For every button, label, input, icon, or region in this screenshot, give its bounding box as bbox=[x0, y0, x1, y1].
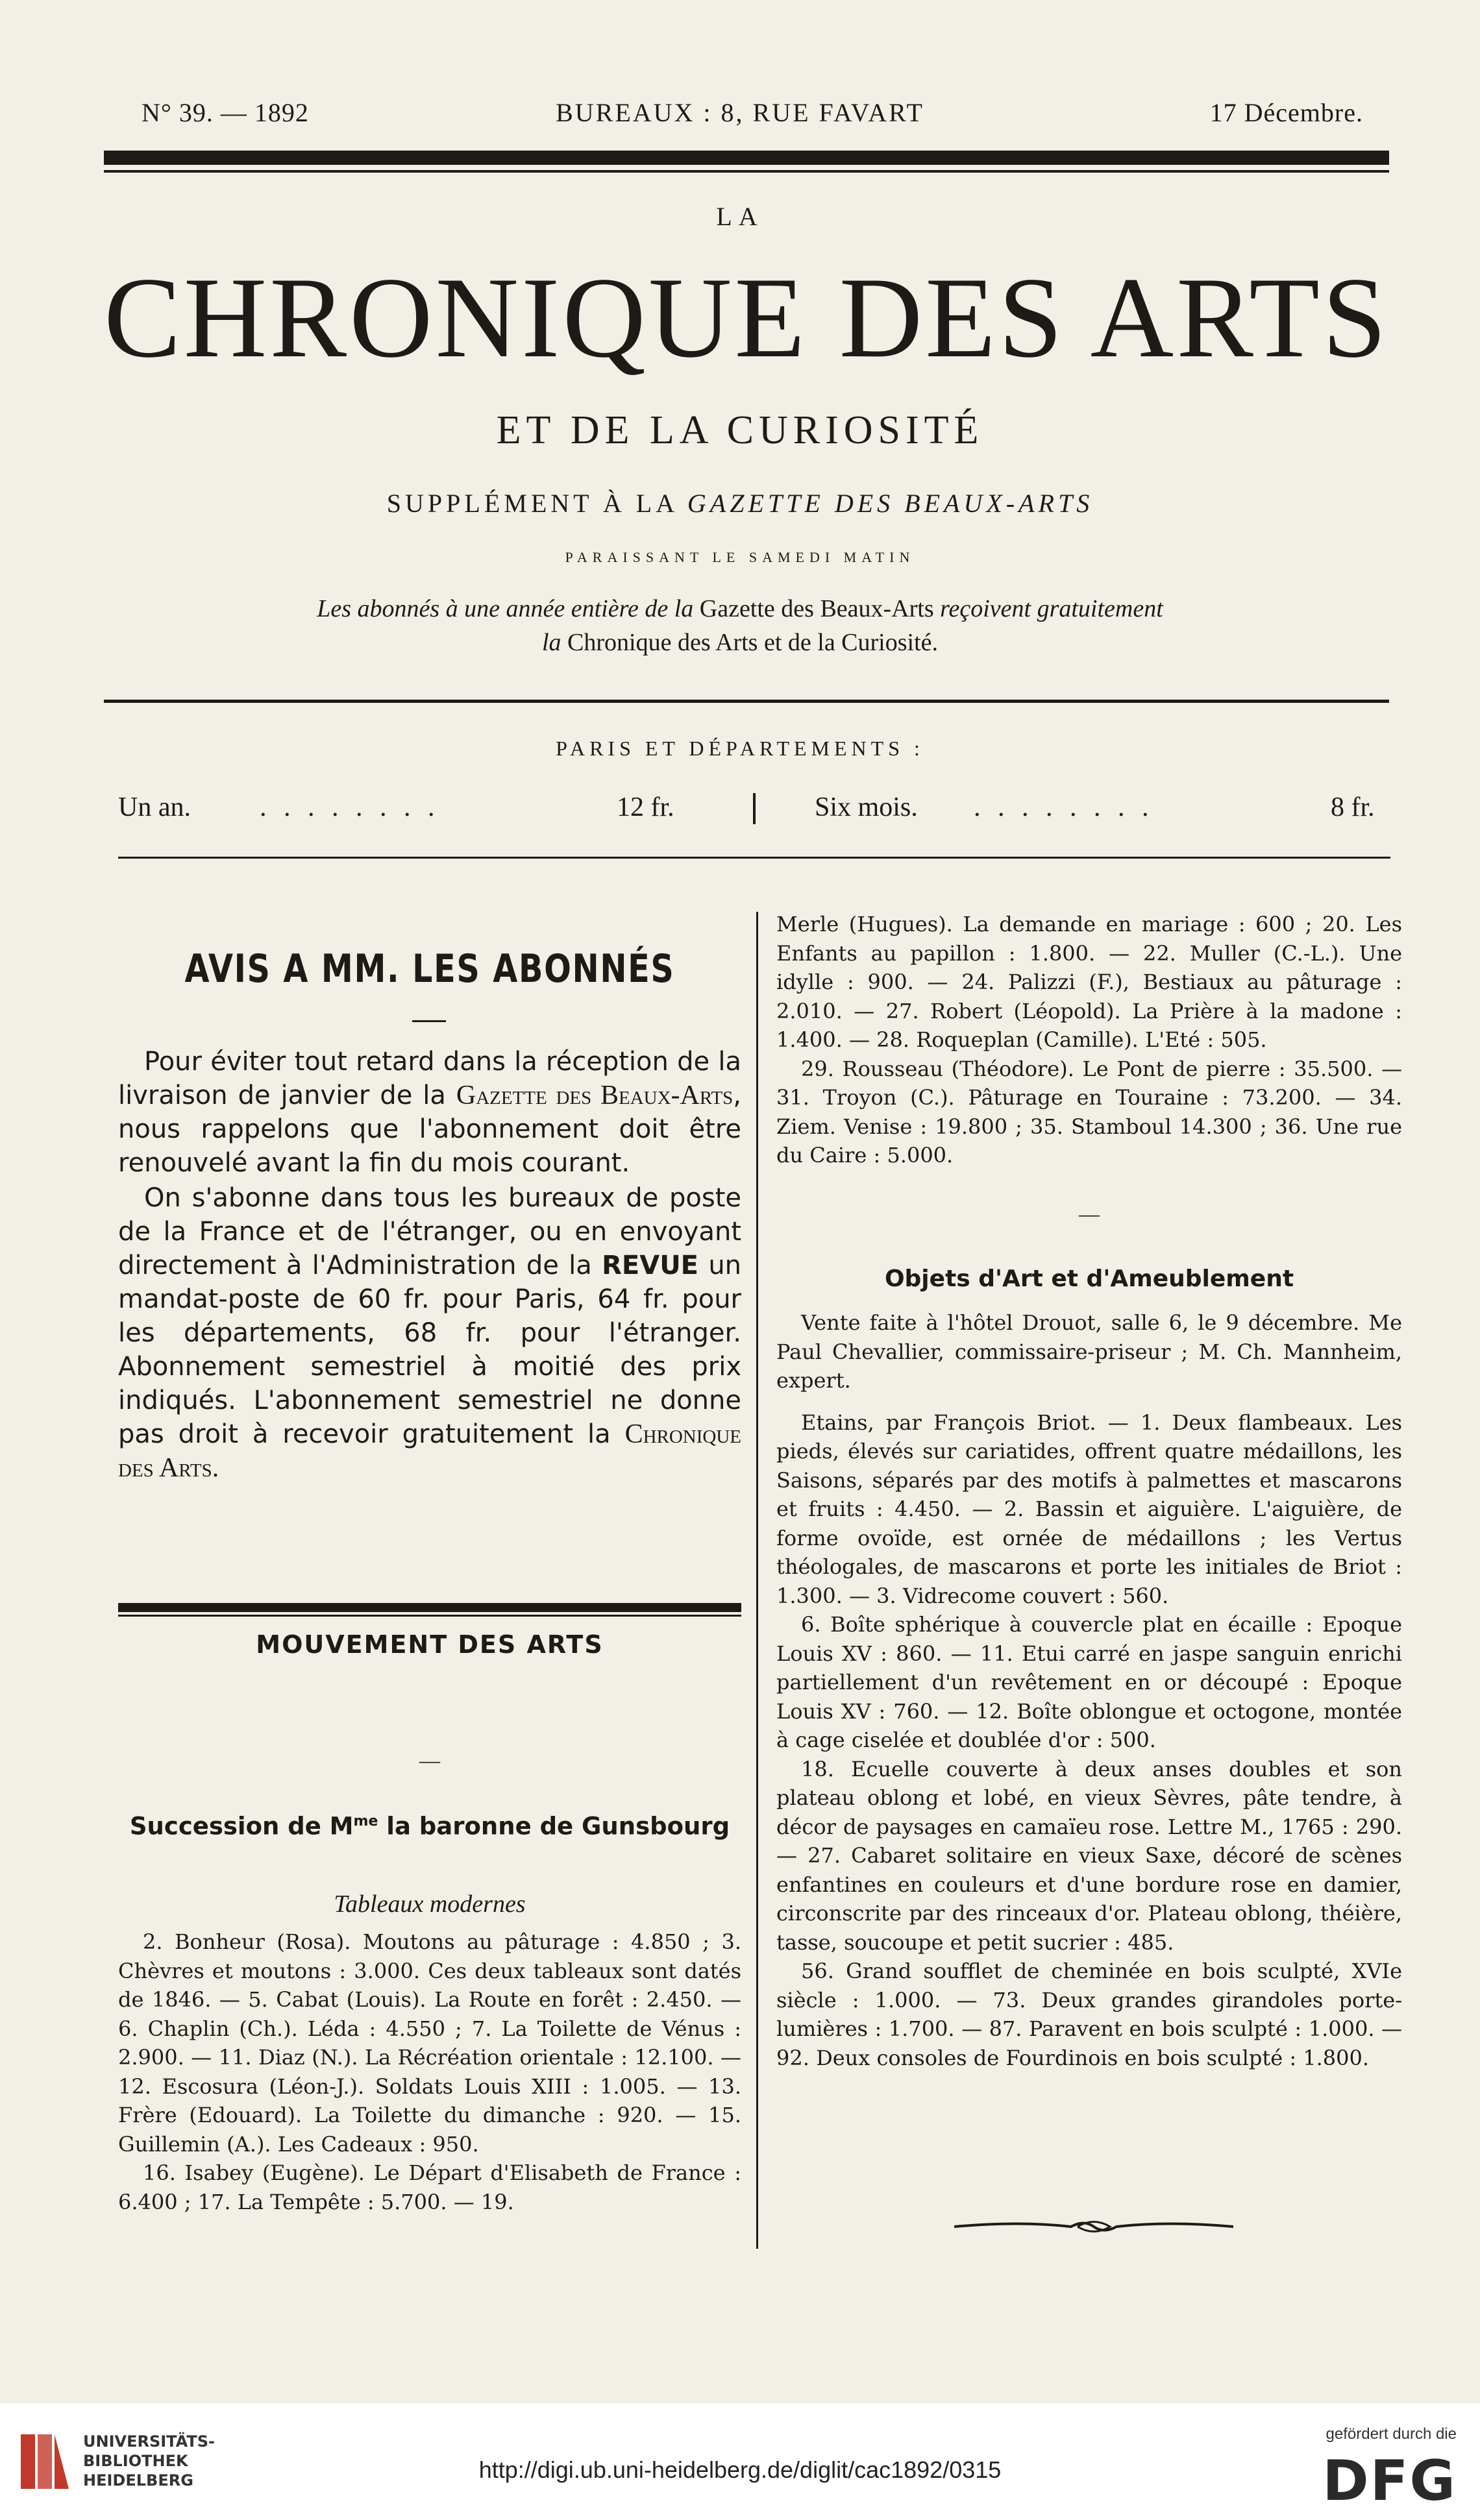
avis-dash bbox=[412, 1020, 446, 1022]
subscription-heading: PARIS ET DÉPARTEMENTS : bbox=[556, 737, 924, 760]
digitization-footer bbox=[0, 2403, 1480, 2520]
objets-paragraph: 56. Grand soufflet de cheminée en bois sculpté, XVIe siècle : 1.000. — 73. Deux grandes girandoles porte-lumières : 1.700. — 87. Paravent en bois sculpté : 1.000. — 92. Deux consoles de Fourdinois en bois sculpté : 1.800. bbox=[776, 1959, 1402, 2070]
masthead-title: CHRONIQUE DES ARTS bbox=[104, 253, 1389, 382]
sale-paragraph: 29. Rousseau (Théodore). Le Pont de pierre : 35.500. — 31. Troyon (C.). Pâturage en Touraine : 73.200. — 34. Ziem. Venise : 19.800 ; 35. Stamboul 14.300 ; 36. Une rue du Caire : 5.000. bbox=[776, 1056, 1402, 1168]
header-rule bbox=[104, 151, 1389, 165]
avis-paragraph-2: On s'abonne dans tous les bureaux de poste de la France et de l'étranger, ou en envoyant directement à l'Administration de la REVUE un mandat-poste de 60 fr. pour Paris, 64 fr. pour les départements, 68 fr. pour l'étranger. Abonnement semestriel à moitié des prix indiqués. L'abonnement semestriel ne donne pas droit à recevoir gratuitement la Chronique des Arts. bbox=[118, 1183, 742, 1483]
prices-rule bbox=[118, 857, 1390, 859]
price-divider bbox=[753, 793, 756, 824]
masthead-supplement bbox=[0, 488, 1480, 519]
sale-list-left bbox=[118, 1927, 741, 2216]
objets-body bbox=[776, 1308, 1402, 2072]
issue-number: N° 39. — 1892 bbox=[142, 98, 309, 127]
objets-dash: — bbox=[1079, 1202, 1100, 1225]
masthead-la: LA bbox=[716, 202, 764, 231]
source-url-link[interactable]: http://digi.ub.uni-heidelberg.de/diglit/cac1892/0315 bbox=[478, 2456, 1002, 2483]
sale-list-right bbox=[776, 910, 1402, 1170]
masthead-subtitle: ET DE LA CURIOSITÉ bbox=[496, 408, 984, 452]
masthead-rule bbox=[104, 700, 1389, 703]
price-year-label: Un an. bbox=[118, 792, 191, 822]
objets-paragraph: 18. Ecuelle couverte à deux anses doubles et son plateau oblong et lobé, en vieux Sèvres, pâte tendre, à décor de paysages en camaïeu rose. Lettre M., 1765 : 290. — 27. Cabaret solitaire en vieux Saxe, décoré de scènes enfantines en couleurs et d'une bordure rose en damier, circonscrite par des rinceaux d'or. Plateau oblong, théière, tasse, soucoupe et petit sucrier : 485. bbox=[776, 1756, 1402, 1955]
sale-paragraph: 16. Isabey (Eugène). Le Départ d'Elisabeth de France : 6.400 ; 17. La Tempête : 5.700. — 19. bbox=[118, 2160, 741, 2214]
issue-date: 17 Décembre. bbox=[1209, 98, 1363, 127]
mouvement-dash: — bbox=[419, 1748, 440, 1772]
objets-paragraph: 6. Boîte sphérique à couvercle plat en écaille : Epoque Louis XV : 860. — 11. Etui carré en jaspe sanguin enrichi partiellement d'un revêtement en or découpé : Epoque Louis XV : 760. — 12. Boîte oblongue et octogone, montée à cage ciselée et doublée d'or : 500. bbox=[776, 1612, 1402, 1752]
funded-by-label: gefördert durch die bbox=[1326, 2425, 1457, 2443]
price-year-dots: . . . . . . . . bbox=[260, 792, 440, 822]
price-half-dots: . . . . . . . . bbox=[974, 792, 1154, 822]
sale-paragraph: Merle (Hugues). La demande en mariage : 600 ; 20. Les Enfants au papillon : 1.800. — 22. Muller (C.-L.). Une idylle : 900. — 24. Palizzi (F.), Bestiaux au pâturage : 2.010. — 27. Robert (Léopold). La Prière à la madone : 1.400. — 28. Roqueplan (Camille). L'Eté : 505. bbox=[776, 912, 1402, 1052]
avis-paragraph-1: Pour éviter tout retard dans la réception de la livraison de janvier de la Gazette des Beaux-Arts, nous rappelons que l'abonnement doit être renouvelé avant la fin du mois courant. bbox=[118, 1047, 742, 1178]
supplement-gazette: GAZETTE DES BEAUX-ARTS bbox=[687, 489, 1094, 518]
ornament-icon bbox=[954, 2217, 1233, 2236]
price-half: 8 fr. bbox=[1331, 792, 1375, 822]
objets-intro: Vente faite à l'hôtel Drouot, salle 6, le 9 décembre. Me Paul Chevallier, commissaire-priseur ; M. Ch. Mannheim, expert. bbox=[776, 1310, 1402, 1393]
office-address: BUREAUX : 8, RUE FAVART bbox=[556, 98, 924, 127]
section-rule-thin bbox=[118, 1615, 741, 1617]
avis-body bbox=[118, 1045, 741, 1486]
section-rule bbox=[118, 1603, 741, 1612]
objets-title: Objets d'Art et d'Ameublement bbox=[884, 1266, 1294, 1292]
tableaux-heading: Tableaux modernes bbox=[334, 1890, 526, 1918]
price-half-label: Six mois. bbox=[815, 792, 918, 822]
succession-heading: Succession de $M^{me}$ la baronne de Gunsbourg bbox=[129, 1812, 730, 1841]
price-year: 12 fr. bbox=[617, 792, 674, 822]
dfg-logo[interactable]: DFG bbox=[1322, 2449, 1457, 2514]
sale-paragraph: 2. Bonheur (Rosa). Moutons au pâturage : 4.850 ; 3. Chèvres et moutons : 3.000. Ces deux tableaux sont datés de 1846. — 5. Cabat (Louis). La Route en forêt : 2.450. — 6. Chaplin (Ch.). Léda : 4.550 ; 7. La Toilette de Vénus : 2.900. — 11. Diaz (N.). La Récréation orientale : 12.100. — 12. Escosura (Léon-J.). Soldats Louis XIII : 1.005. — 13. Frère (Edouard). La Toilette du dimanche : 920. — 15. Guillemin (A.). Les Cadeaux : 950. bbox=[118, 1929, 741, 2157]
header-rule-thin bbox=[104, 170, 1389, 173]
library-name: UNIVERSITÄTS- BIBLIOTHEK HEIDELBERG bbox=[83, 2432, 216, 2489]
subscriber-notice: Les abonnés à une année entière de la Gazette des Beaux-Arts reçoivent gratuitement la Chronique des Arts et de la Curiosité. bbox=[317, 595, 1163, 656]
objets-paragraph: Etains, par François Briot. — 1. Deux flambeaux. Les pieds, élevés sur cariatides, offrent quatre médaillons, les Saisons, séparés par des motifs à palmettes et mascarons et fruits : 4.450. — 2. Bassin et aiguière. L'aiguière, de forme ovoïde, est ornée de médaillons ; les Vertus théologales, de mascarons et porte les initiales de Briot : 1.300. — 3. Vidrecome couvert : 560. bbox=[776, 1410, 1402, 1608]
publication-schedule: PARAISSANT LE SAMEDI MATIN bbox=[565, 549, 915, 565]
supplement-prefix: SUPPLÉMENT À LA bbox=[386, 489, 677, 518]
avis-title: AVIS A MM. LES ABONNÉS bbox=[184, 946, 675, 992]
mouvement-title: MOUVEMENT DES ARTS bbox=[256, 1630, 604, 1659]
column-separator bbox=[756, 912, 758, 2249]
